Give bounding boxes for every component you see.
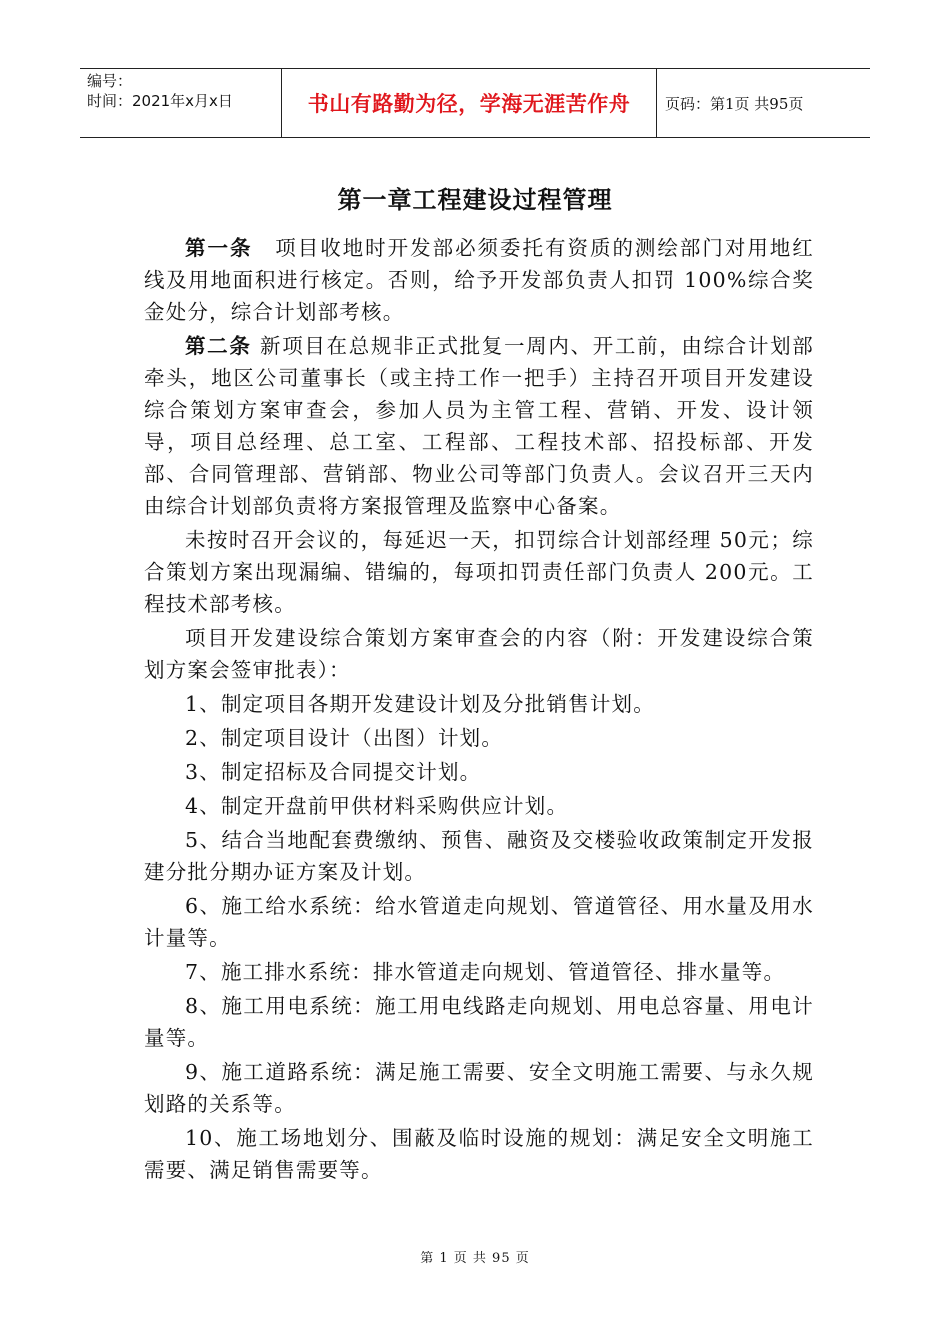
header-page-info: 页码：第1页 共95页 bbox=[665, 94, 804, 113]
list-item: 8、施工用电系统：施工用电线路走向规划、用电总容量、用电计量等。 bbox=[144, 994, 814, 1050]
list-item: 7、施工排水系统：排水管道走向规划、管道管径、排水量等。 bbox=[185, 960, 786, 984]
list-item: 5、结合当地配套费缴纳、预售、融资及交楼验收政策制定开发报建分批分期办证方案及计划。 bbox=[144, 828, 814, 884]
chapter-title: 第一章工程建设过程管理 bbox=[337, 186, 613, 214]
header-meta-cell bbox=[80, 69, 282, 137]
header-motto-cell bbox=[282, 69, 657, 137]
article-2-label: 第二条 bbox=[185, 334, 252, 358]
article-2-text: 新项目在总规非正式批复一周内、开工前，由综合计划部牵头，地区公司董事长（或主持工作一把手）主持召开项目开发建设综合策划方案审查会，参加人员为主管工程、营销、开发、设计领导，项目总经理、总工室、工程部、工程技术部、招投标部、开发部、合同管理部、营销部、物业公司等部门负责人。会议召开三天内由综合计划部负责将方案报管理及监察中心备案。 bbox=[144, 334, 815, 518]
article-2 bbox=[144, 330, 814, 522]
list-item: 9、施工道路系统：满足施工需要、安全文明施工需要、与永久规划路的关系等。 bbox=[144, 1060, 814, 1116]
list-item: 3、制定招标及合同提交计划。 bbox=[185, 760, 482, 784]
document-body bbox=[144, 232, 814, 1188]
penalty-paragraph: 未按时召开会议的，每延迟一天，扣罚综合计划部经理 50元；综合策划方案出现漏编、错编的，每项扣罚责任部门负责人 200元。工程技术部考核。 bbox=[144, 528, 814, 616]
document-number-label: 编号： bbox=[87, 72, 133, 90]
article-1-label: 第一条 bbox=[185, 236, 253, 260]
article-1-text: 项目收地时开发部必须委托有资质的测绘部门对用地红线及用地面积进行核定。否则，给予开发部负责人扣罚 100%综合奖金处分，综合计划部考核。 bbox=[144, 236, 814, 324]
list-item: 10、施工场地划分、围蔽及临时设施的规划：满足安全文明施工需要、满足销售需要等。 bbox=[144, 1126, 814, 1182]
page-footer: 第 1 页 共 95 页 bbox=[420, 1251, 530, 1266]
article-1 bbox=[144, 232, 814, 328]
header-motto: 书山有路勤为径，学海无涯苦作舟 bbox=[307, 92, 631, 116]
list-item: 1、制定项目各期开发建设计划及分批销售计划。 bbox=[185, 692, 655, 716]
content-intro: 项目开发建设综合策划方案审查会的内容（附：开发建设综合策划方案会签审批表）： bbox=[144, 626, 814, 682]
document-date: 时间：2021年x月x日 bbox=[87, 92, 233, 110]
list-item: 4、制定开盘前甲供材料采购供应计划。 bbox=[185, 794, 569, 818]
list-item: 2、制定项目设计（出图）计划。 bbox=[185, 726, 504, 750]
header-page-cell bbox=[657, 69, 870, 137]
list-item: 6、施工给水系统：给水管道走向规划、管道管径、用水量及用水计量等。 bbox=[144, 894, 814, 950]
page-header bbox=[80, 68, 870, 138]
